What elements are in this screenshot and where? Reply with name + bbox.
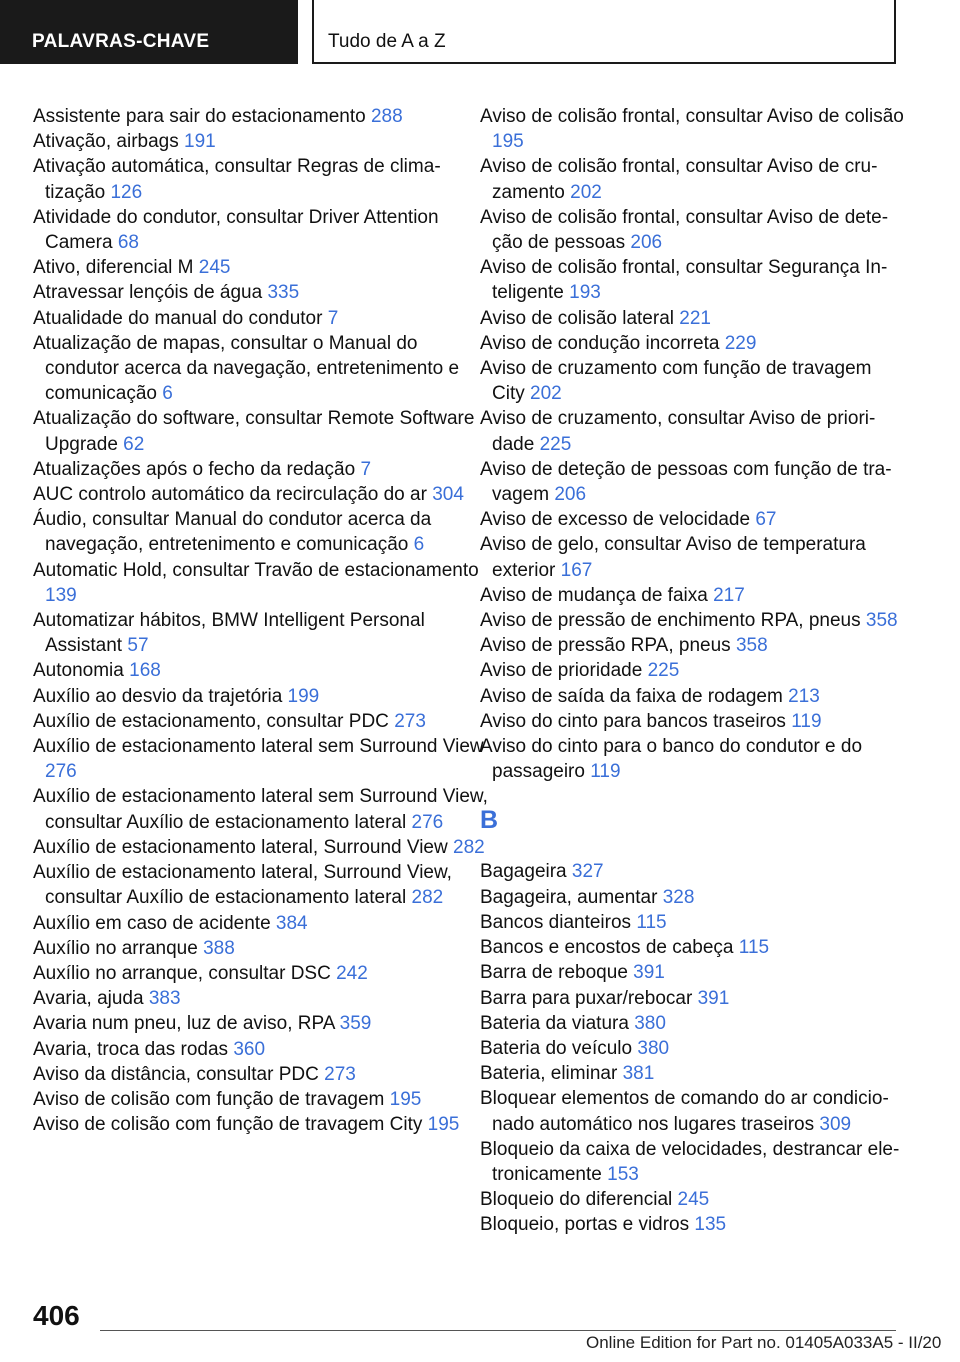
page-link[interactable]: 381: [622, 1063, 655, 1085]
index-entry: [480, 331, 908, 356]
index-entry: [480, 583, 908, 608]
page-link[interactable]: 202: [530, 383, 562, 405]
index-column-right: [480, 104, 908, 1238]
index-entry: [33, 129, 488, 154]
page-link[interactable]: 57: [127, 635, 149, 657]
page-link[interactable]: 139: [45, 584, 77, 606]
entry-text: Bagageira, aumentar: [480, 886, 658, 908]
entry-text: Aviso de pressão de enchimento RPA, pneus: [480, 610, 861, 632]
index-entry: [480, 356, 908, 406]
entry-text: Auxílio de estacionamento lateral sem Surround View, consultar Auxílio de estacionamento lateral: [33, 786, 488, 833]
index-entry: [33, 482, 488, 507]
index-list-a: [480, 104, 908, 784]
page-link[interactable]: 7: [360, 458, 372, 480]
entry-text: Aviso de pressão RPA, pneus: [480, 635, 731, 657]
entry-text: Bagageira: [480, 861, 567, 883]
entry-text: Ativo, diferencial M: [33, 257, 194, 279]
entry-text: Aviso de colisão com função de travagem City: [33, 1114, 423, 1136]
entry-text: Aviso de colisão frontal, consultar Segurança Inteligente: [480, 257, 888, 304]
index-entry: [33, 1037, 488, 1062]
footer-edition: Online Edition for Part no. 01405A033A5 - II/20: [586, 1333, 942, 1352]
entry-text: Ativação, airbags: [33, 131, 179, 153]
index-entry: [33, 280, 488, 305]
index-entry: [33, 860, 488, 910]
index-entry: [480, 154, 908, 204]
page-link[interactable]: 168: [129, 660, 161, 682]
entry-text: Aviso de colisão frontal, consultar Aviso de colisão: [480, 106, 904, 127]
entry-text: Ativação automática, consultar Regras de climatização: [33, 156, 441, 203]
index-list-b: [480, 859, 908, 1237]
entry-text: Bateria da viatura: [480, 1012, 629, 1034]
entry-text: Auxílio no arranque, consultar DSC: [33, 962, 331, 984]
index-entry: [480, 684, 908, 709]
entry-text: Autonomia: [33, 660, 124, 682]
index-entry: [33, 936, 488, 961]
entry-text: Auxílio de estacionamento lateral, Surround View, consultar Auxílio de estacionamento lateral: [33, 862, 452, 909]
index-column-left: [33, 104, 488, 1137]
entry-text: Bloqueio do diferencial: [480, 1189, 673, 1211]
index-entry: [480, 859, 908, 884]
entry-text: Atualizações após o fecho da redação: [33, 458, 356, 480]
index-entry: [33, 684, 488, 709]
page-link[interactable]: 304: [432, 484, 464, 506]
entry-text: Aviso de deteção de pessoas com função de travagem: [480, 458, 892, 506]
page-link[interactable]: 288: [370, 106, 403, 127]
entry-text: Automatizar hábitos, BMW Intelligent Personal Assistant: [33, 610, 425, 657]
page-link[interactable]: 309: [819, 1113, 852, 1135]
index-entry: [33, 734, 488, 784]
index-entry: [33, 658, 488, 683]
page-link[interactable]: 327: [571, 861, 604, 883]
entry-text: Aviso do cinto para bancos traseiros: [480, 710, 786, 732]
index-entry: [480, 910, 908, 935]
index-entry: [480, 986, 908, 1011]
entry-text: Avaria, ajuda: [33, 988, 144, 1010]
index-entry: [33, 104, 488, 129]
page-link[interactable]: 195: [427, 1114, 460, 1136]
entry-text: Aviso de colisão frontal, consultar Aviso de deteção de pessoas: [480, 206, 889, 254]
page-link[interactable]: 193: [569, 282, 601, 304]
entry-text: AUC controlo automático da recirculação do ar: [33, 484, 427, 506]
page-link[interactable]: 273: [394, 710, 426, 732]
entry-text: Atualização do software, consultar Remote Software Upgrade: [33, 408, 475, 455]
page-link[interactable]: 242: [336, 962, 368, 984]
index-entry: [33, 507, 488, 557]
page-link[interactable]: 195: [492, 131, 524, 153]
entry-text: Automatic Hold, consultar Travão de estacionamento: [33, 559, 479, 581]
section-tab: PALAVRAS-CHAVE: [0, 0, 298, 64]
entry-text: Aviso de prioridade: [480, 660, 643, 682]
page-link[interactable]: 206: [630, 232, 663, 254]
index-entry: [480, 960, 908, 985]
entry-text: Atualização de mapas, consultar o Manual do condutor acerca da navegação, entretenimento e comunicação: [33, 332, 460, 405]
entry-text: Bloquear elementos de comando do ar condicionado automático nos lugares traseiros: [480, 1088, 889, 1135]
page-link[interactable]: 225: [539, 433, 572, 455]
index-entry: [33, 961, 488, 986]
index-entry: [33, 255, 488, 280]
entry-text: Auxílio no arranque: [33, 937, 198, 959]
index-entry: [33, 911, 488, 936]
page-link[interactable]: 359: [339, 1013, 372, 1035]
page-number: 406: [33, 1300, 80, 1331]
entry-text: Barra de reboque: [480, 962, 628, 984]
page-link[interactable]: 68: [117, 232, 139, 254]
entry-text: Avaria num pneu, luz de aviso, RPA: [33, 1013, 335, 1035]
page-link[interactable]: 282: [453, 836, 485, 858]
page-link[interactable]: 225: [647, 660, 680, 682]
index-entry: [33, 608, 488, 658]
entry-text: Auxílio de estacionamento lateral, Surround View: [33, 836, 448, 858]
page-link[interactable]: 62: [123, 433, 145, 455]
entry-text: Barra para puxar/rebocar: [480, 987, 693, 1009]
page-link[interactable]: 6: [162, 383, 173, 405]
entry-text: Aviso de colisão frontal, consultar Aviso de cruzamento: [480, 156, 878, 203]
index-entry: [480, 734, 908, 784]
entry-text: Atualidade do manual do condutor: [33, 307, 323, 329]
entry-text: Atividade do condutor, consultar Driver Attention Camera: [33, 206, 439, 254]
page-link[interactable]: 115: [636, 911, 667, 933]
index-entry: [480, 608, 908, 633]
index-entry: [480, 1137, 908, 1187]
page-link[interactable]: 245: [677, 1189, 710, 1211]
index-entry: [480, 1086, 908, 1136]
index-entry: [33, 986, 488, 1011]
page-link[interactable]: 384: [275, 912, 308, 934]
page-link[interactable]: 335: [267, 282, 300, 304]
index-entry: [33, 1062, 488, 1087]
entry-text: Áudio, consultar Manual do condutor acerca da navegação, entretenimento e comunicação: [33, 509, 432, 556]
page-link[interactable]: 360: [233, 1038, 266, 1060]
index-entry: [480, 1061, 908, 1086]
section-letter: B: [480, 806, 499, 835]
entry-text: Avaria, troca das rodas: [33, 1038, 229, 1060]
index-entry: [480, 457, 908, 507]
index-entry: [33, 205, 488, 255]
page-link[interactable]: 391: [633, 962, 665, 984]
entry-text: Aviso de cruzamento com função de travagem City: [480, 358, 872, 405]
index-entry: [33, 1112, 488, 1137]
entry-text: Aviso de excesso de velocidade: [480, 509, 751, 531]
index-entry: [480, 885, 908, 910]
page-link[interactable]: 221: [679, 307, 711, 329]
index-entry: [33, 558, 488, 608]
index-entry: [480, 633, 908, 658]
page-link[interactable]: 199: [287, 685, 320, 707]
entry-text: Aviso de colisão com função de travagem: [33, 1088, 385, 1110]
entry-text: Atravessar lençóis de água: [33, 282, 263, 304]
page-link[interactable]: 7: [327, 307, 339, 329]
page-link[interactable]: 380: [637, 1037, 670, 1059]
index-entry: [33, 331, 488, 407]
entry-text: Aviso de colisão lateral: [480, 307, 674, 329]
page-link[interactable]: 328: [662, 886, 695, 908]
index-entry: [480, 709, 908, 734]
page-link[interactable]: 245: [198, 257, 231, 279]
page-link[interactable]: 167: [560, 559, 593, 581]
page-link[interactable]: 191: [184, 131, 216, 153]
footer-divider: [100, 1330, 896, 1331]
entry-text: Auxílio de estacionamento, consultar PDC: [33, 710, 389, 732]
entry-text: Bloqueio da caixa de velocidades, destrancar eletronicamente: [480, 1138, 900, 1185]
page-link[interactable]: 119: [590, 761, 621, 783]
entry-text: Aviso de saída da faixa de rodagem: [480, 685, 783, 707]
page-link[interactable]: 202: [570, 181, 602, 203]
page-link[interactable]: 213: [788, 685, 820, 707]
entry-text: Aviso do cinto para o banco do condutor e do passageiro: [480, 736, 863, 783]
entry-text: Aviso da distância, consultar PDC: [33, 1063, 319, 1085]
page-link[interactable]: 206: [554, 484, 587, 506]
page-link[interactable]: 195: [389, 1088, 422, 1110]
page-link[interactable]: 273: [324, 1063, 356, 1085]
index-entry: [33, 306, 488, 331]
page-link[interactable]: 217: [713, 584, 745, 606]
entry-text: Bancos dianteiros: [480, 911, 632, 933]
index-entry: [33, 835, 488, 860]
index-entry: [480, 658, 908, 683]
page-link[interactable]: 383: [148, 988, 181, 1010]
page-link[interactable]: 119: [791, 710, 822, 732]
entry-text: Bateria, eliminar: [480, 1063, 618, 1085]
index-entry: [480, 1212, 908, 1237]
index-entry: [33, 1087, 488, 1112]
index-entry: [33, 406, 488, 456]
page-link[interactable]: 229: [724, 332, 757, 354]
entry-text: Aviso de gelo, consultar Aviso de temperatura exterior: [480, 534, 866, 581]
index-entry: [33, 709, 488, 734]
page-link[interactable]: 115: [738, 937, 770, 959]
page-link[interactable]: 276: [411, 811, 444, 833]
index-entry: [480, 1011, 908, 1036]
entry-text: Bateria do veículo: [480, 1037, 633, 1059]
index-entry: [480, 532, 908, 582]
page-title: Tudo de A a Z: [312, 0, 896, 64]
page-link[interactable]: 276: [45, 761, 77, 783]
entry-text: Auxílio em caso de acidente: [33, 912, 271, 934]
page-link[interactable]: 358: [865, 610, 898, 632]
index-entry: [480, 935, 908, 960]
index-entry: [480, 507, 908, 532]
entry-text: Auxílio ao desvio da trajetória: [33, 685, 283, 707]
entry-text: Bloqueio, portas e vidros: [480, 1214, 690, 1236]
index-entry: [33, 154, 488, 204]
index-entry: [480, 255, 908, 305]
index-entry: [33, 784, 488, 834]
index-entry: [480, 1036, 908, 1061]
entry-text: Aviso de cruzamento, consultar Aviso de prioridade: [480, 408, 876, 455]
entry-text: Aviso de condução incorreta: [480, 332, 720, 354]
page-link[interactable]: 135: [694, 1214, 727, 1236]
index-entry: [480, 104, 908, 154]
page-link[interactable]: 6: [413, 534, 425, 556]
page-link[interactable]: 391: [697, 987, 730, 1009]
index-entry: [480, 406, 908, 456]
index-entry: [480, 205, 908, 255]
index-entry: [480, 1187, 908, 1212]
entry-text: Auxílio de estacionamento lateral sem Surround View: [33, 736, 484, 758]
page-link[interactable]: 67: [755, 509, 777, 531]
entry-text: Assistente para sair do estacionamento: [33, 106, 366, 127]
page-link[interactable]: 388: [203, 937, 235, 959]
page-link[interactable]: 126: [110, 181, 143, 203]
page-link[interactable]: 153: [607, 1163, 639, 1185]
entry-text: Aviso de mudança de faixa: [480, 584, 708, 606]
index-entry: [480, 306, 908, 331]
page-link[interactable]: 380: [634, 1012, 666, 1034]
index-entry: [33, 1011, 488, 1036]
page-link[interactable]: 282: [411, 887, 444, 909]
page-link[interactable]: 358: [735, 635, 768, 657]
entry-text: Bancos e encostos de cabeça: [480, 937, 734, 959]
index-entry: [33, 457, 488, 482]
